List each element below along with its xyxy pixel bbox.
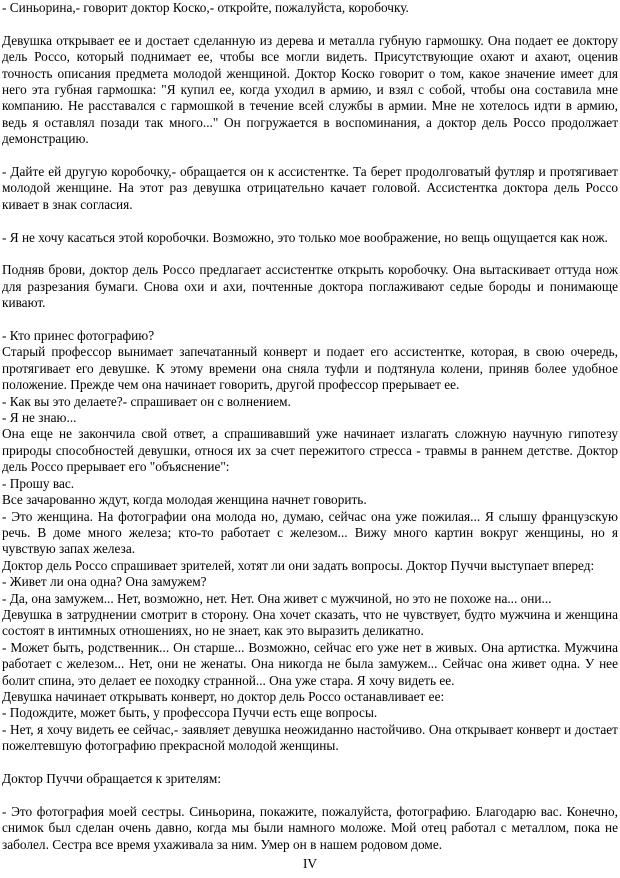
paragraph: Старый профессор вынимает запечатанный конверт и подает его ассистентке, которая, в свою очередь, протягивает его девушке. К этому времени она сняла туфли и подтянула колени, приняв более удобное положение. Прежде чем она начинает говорить, другой профессор прерывает ее. [2, 344, 618, 393]
paragraph: - Это фотография моей сестры. Синьорина, покажите, пожалуйста, фотографию. Благодарю вас. Конечно, снимок был сделан очень давно, когда мы были намного моложе. Мой отец работал с металлом, пока не заболел. Сестра все время ухаживала за ним. Умер он в нашем родовом доме. [2, 803, 618, 852]
paragraph: - Да, она замужем... Нет, возможно, нет. Нет. Она живет с мужчиной, но это не похоже на... они... [2, 590, 552, 606]
paragraph: Девушка начинает открывать конверт, но доктор дель Россо останавливает ее: [2, 688, 445, 704]
paragraph: Она еще не закончила свой ответ, а спрашивавший уже начинает излагать сложную научную гипотезу природы способностей девушки, относя их за счет пережитого стресса - травмы в раннем детстве. Доктор дель Россо прерывает его "объяснение": [2, 426, 618, 475]
paragraph: - Я не хочу касаться этой коробочки. Возможно, это только мое воображение, но вещь ощущается как нож. [2, 229, 608, 245]
paragraph: - Подождите, может быть, у профессора Пуччи есть еще вопросы. [2, 705, 378, 721]
paragraph: Все зачарованно ждут, когда молодая женщина начнет говорить. [2, 492, 367, 508]
paragraph: Девушка в затруднении смотрит в сторону. Она хочет сказать, что не чувствует, будто мужчина и женщина состоят в интимных отношениях, но не знает, как это выразить деликатно. [2, 606, 618, 639]
page-number: IV [302, 856, 318, 871]
document-body [2, 0, 618, 853]
paragraph: - Живет ли она одна? Она замужем? [2, 574, 207, 590]
paragraph: Доктор Пуччи обращается к зрителям: [2, 771, 222, 786]
paragraph: - Как вы это делаете?- спрашивает он с волнением. [2, 393, 291, 409]
paragraph: Девушка открывает ее и достает сделанную из дерева и металла губную гармошку. Она подает ее доктору дель Россо, который поднимает ее, чтобы все могли видеть. Присутствующие охают и ахают, оценив точность описания предмета молодой женщиной. Доктор Коско говорит о том, какое значение имеет для него эта губная гармошка: "Я купил ее, когда уходил в армию, и взял с собой, чтобы она составила мне компанию. Не расставался с гармошкой в течение всей службы в армии. Мне не хотелось идти в армию, ведь я оставлял позади так много..." Он погружается в воспоминания, а доктор дель Россо продолжает демонстрацию. [2, 32, 618, 147]
paragraph: - Синьорина,- говорит доктор Коско,- откройте, пожалуйста, коробочку. [2, 0, 409, 15]
paragraph: - Я не знаю... [2, 410, 77, 426]
paragraph: - Это женщина. На фотографии она молода но, думаю, сейчас она уже пожилая... Я слышу французскую речь. В доме много железа; кто-то работает с железом... Вижу много картин вокруг женщины, но я чувствую запах железа. [2, 508, 618, 557]
paragraph: Доктор дель Россо спрашивает зрителей, хотят ли они задать вопросы. Доктор Пуччи выступает вперед: [2, 557, 595, 573]
paragraph: - Кто принес фотографию? [2, 328, 155, 344]
paragraph: - Нет, я хочу видеть ее сейчас,- заявляет девушка неожиданно настойчиво. Она открывает конверт и достает пожелтевшую фотографию прекрасной молодой женщины. [2, 721, 618, 754]
paragraph: Подняв брови, доктор дель Россо предлагает ассистентке открыть коробочку. Она вытаскивает оттуда нож для разрезания бумаги. Снова охи и ахи, почтенные доктора поглаживают седые бороды и понимающе кивают. [2, 262, 618, 311]
paragraph: - Может быть, родственник... Он старше... Возможно, сейчас его уже нет в живых. Она артистка. Мужчина работает с железом... Нет, они не женаты. Она никогда не была замужем... Сейчас она живет одна. У нее болит спина, это делает ее походку странной... Она уже стара. Я хочу видеть ее. [2, 639, 618, 688]
paragraph: - Прошу вас. [2, 475, 75, 491]
paragraph: - Дайте ей другую коробочку,- обращается он к ассистентке. Та берет продолговатый футляр и протягивает молодой женщине. На этот раз девушка отрицательно качает головой. Ассистентка доктора дель Россо кивает в знак согласия. [2, 164, 618, 212]
